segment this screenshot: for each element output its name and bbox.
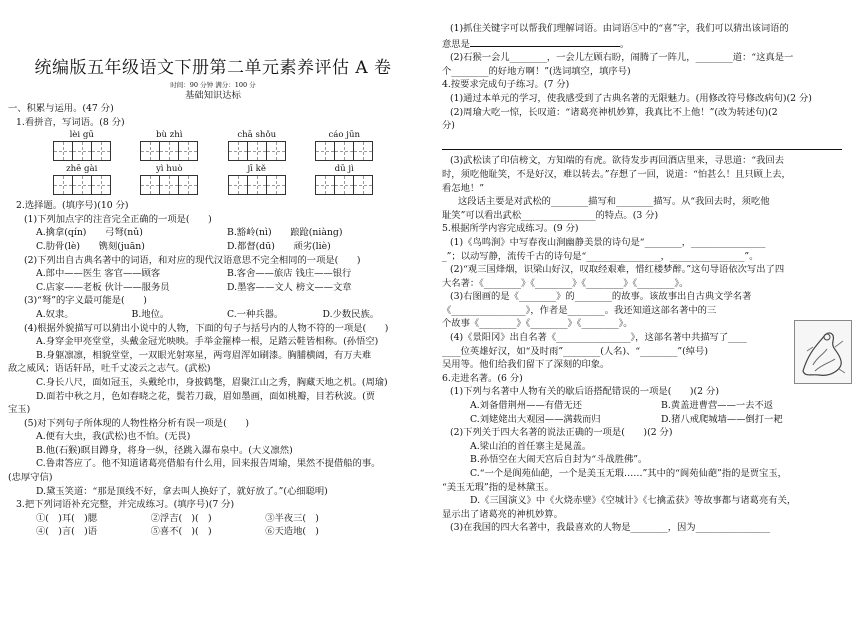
option-d: D.黛玉笑道：“那是顶线不好，拿去叫人换好了，就好放了。”(心细聪明) — [36, 485, 328, 497]
option-a: A.便有大虫，我(武松)也不怕。(无畏) — [36, 431, 191, 443]
option-c: C.“一个是阆苑仙葩，一个是美玉无瑕……”其中的“阆苑仙葩”指的是贾宝玉， — [470, 468, 787, 479]
pinyin-block — [53, 163, 111, 195]
option-b: B.他(石猴)瞑目蹲身，将身一纵，径跳入瀑布泉中。(大义凛然) — [36, 444, 293, 456]
section-subtitle: 基础知识达标 — [185, 90, 241, 101]
pinyin-label: lèi gū — [69, 130, 94, 141]
option-c-cont: “美玉无瑕”指的是林黛玉。 — [442, 481, 554, 493]
pinyin-block — [140, 163, 198, 195]
left-column — [8, 0, 418, 608]
question-5-4-cont: ____位英雄好汉，如“及时雨”________(人名)、“________”(绰号) — [442, 345, 708, 357]
idiom-item: ③半夜三( ) — [265, 512, 319, 524]
question-4: 4.按要求完成句子练习。(7 分) — [442, 79, 570, 91]
question-2-2: (2)下列出自古典名著中的词语，和对应的现代汉语意思不完全相同的一项是( ) — [24, 254, 361, 266]
question-5-1: (1)《鸟鸣涧》中写春夜山涧幽静美景的诗句是“________，________________ — [450, 236, 766, 248]
option-a: A.奴隶。 — [36, 308, 74, 320]
option-d: D.都督(dū) 顽劣(liè) — [227, 240, 331, 252]
q3-sub-2-cont: 个________的好地方啊！”(选词填空，填序号) — [442, 65, 631, 77]
writing-grid[interactable] — [140, 175, 198, 195]
pinyin-block — [228, 163, 286, 195]
question-4-1: (1)通过本单元的学习，使我感受到了古典名著的无限魅力。(用修改符号修改病句)(2 分) — [450, 92, 812, 104]
question-6-2: (2)下列关于四大名著的说法正确的一项是( )(2 分) — [450, 427, 673, 439]
question-5-1-cont: _”；以动写静，流传千古的诗句是“________________，________________”。 — [442, 250, 759, 262]
option-b: B.客舍——旅店 钱庄——银行 — [227, 268, 352, 280]
option-b: B.豁岭(nì) 踉跄(niàng) — [227, 227, 343, 239]
idiom-item: ②浮吉( )( ) — [150, 512, 212, 524]
q3-sub-1-label: 意思是 — [442, 38, 470, 50]
q3-sub-2: (2)石猴一会儿________，一会儿左顾右盼，闹腾了一阵儿，________道：“这真是一 — [450, 52, 794, 64]
writing-grid[interactable] — [228, 141, 286, 161]
writing-grid[interactable] — [53, 141, 111, 161]
pinyin-block — [315, 163, 373, 195]
option-c: C.店家——老板 伙计——服务员 — [36, 281, 170, 293]
question-4-3-task: 这段话主要是对武松的________描写和________描写。从“我回去时，须吃他 — [458, 196, 770, 208]
option-a: A.身穿金甲亮堂堂，头戴金冠光映映。手举金箍棒一根，足踏云鞋皆相称。(孙悟空) — [36, 336, 379, 348]
idiom-item: ⑥天造地( ) — [265, 526, 319, 538]
question-2-5: (5)对下列句子所体现的人物性格分析有误一项是( ) — [24, 417, 249, 429]
pinyin-label: zhē gài — [66, 164, 98, 175]
option-b-cont: 敌之威风；语话轩昂，吐千丈凌云之志气。(武松) — [8, 363, 211, 375]
question-4-3: (3)武松读了印信榜文，方知端的有虎。欲待发步再回酒店里来，寻思道：“我回去 — [450, 155, 785, 167]
writing-grid[interactable] — [53, 175, 111, 195]
question-2: 2.选择题。(填序号)(10 分) — [16, 200, 129, 212]
option-c: C.身长八尺，面如冠玉，头戴纶巾，身披鹤氅，眉聚江山之秀，胸藏天地之机。(周瑜) — [36, 376, 388, 388]
pinyin-row-1 — [38, 129, 388, 161]
pinyin-block — [53, 129, 111, 161]
pinyin-label: bù zhì — [155, 130, 183, 141]
options — [8, 267, 418, 294]
exam-meta: 时间：90 分钟 满分：100 分 — [170, 81, 256, 89]
option-d: D.墨客——文人 榜文——文章 — [227, 281, 352, 293]
right-column — [442, 0, 852, 630]
idiom-row-1 — [8, 512, 418, 526]
question-2-3: (3)“弩”的字义最可能是( ) — [24, 295, 147, 307]
pinyin-block — [228, 129, 286, 161]
options — [8, 226, 418, 253]
question-4-3-task-cont: 耻笑”可以看出武松________________的特点。(3 分) — [442, 209, 659, 221]
writing-grid[interactable] — [315, 175, 373, 195]
question-1: 1.看拼音，写词语。(8 分) — [16, 116, 125, 128]
q3-sub-1: (1)抓住关键字可以帮我们理解词语。由词语⑤中的“喜”字，我们可以猜出该词语的 — [450, 23, 789, 34]
option-c: C.肋骨(lè) 镌刻(juān) — [36, 240, 145, 252]
pinyin-block — [315, 129, 373, 161]
option-b: B.黄盖进曹营——一去不返 — [661, 400, 774, 412]
options — [8, 308, 418, 322]
option-d-cont: 宝玉) — [8, 404, 31, 416]
pinyin-label: cáo jūn — [328, 130, 361, 141]
question-5: 5.根据所学内容完成练习。(9 分) — [442, 223, 579, 235]
idiom-item: ⑤喜不( )( ) — [150, 526, 212, 538]
option-c: C.一种兵器。 — [227, 308, 284, 320]
question-2-1: (1)下列加点字的注音完全正确的一项是( ) — [24, 213, 212, 225]
pinyin-row-2 — [38, 163, 388, 195]
option-b: B.地位。 — [131, 308, 170, 320]
pinyin-label: yì huò — [155, 164, 183, 175]
option-d: D.面若中秋之月，色如春晓之花，鬓若刀裁，眉如墨画，面如桃瓣，目若秋波。(贾 — [36, 390, 376, 402]
option-c: C.鲁肃答应了。他不知道诸葛亮借船有什么用，回来报告周瑜，果然不提借船的事。 — [36, 458, 381, 470]
option-a: A.郎中——医生 客官——顾客 — [36, 268, 161, 280]
option-c-cont: (忠厚守信) — [8, 472, 53, 484]
option-d: D.猪八戒爬城墙——倒打一耙 — [661, 413, 783, 425]
question-6: 6.走进名著。(6 分) — [442, 372, 523, 384]
option-c: C.刘姥姥出大观园——满载而归 — [470, 413, 601, 425]
option-b: B.孙悟空在大闹天宫后自封为“斗战胜佛”。 — [470, 454, 648, 466]
option-b: B.身躯凛凛，相貌堂堂，一双眼光射寒星，两弯眉浑如刷漆。胸脯横阔，有万夫难 — [36, 349, 372, 361]
question-4-3-cont2: 看怎地！” — [442, 182, 484, 194]
answer-line[interactable] — [442, 139, 852, 155]
page-title: 统编版五年级语文下册第二单元素养评估 A 卷 — [34, 58, 392, 78]
question-6-1: (1)下列与名著中人物有关的歇后语搭配错误的一项是( )(2 分) — [450, 386, 719, 398]
question-5-4-cont2: 吴用等。他们给我们留下了深刻的印象。 — [442, 359, 610, 371]
writing-grid[interactable] — [140, 141, 198, 161]
question-5-2: (2)“观三国烽烟，识梁山好汉，叹取经艰难，惜红楼梦醉。”这句导语依次写出了四 — [450, 264, 785, 276]
option-a: A.刘备借荆州——有借无还 — [470, 400, 582, 412]
option-d: D.《三国演义》中《火烧赤壁》《空城计》《七擒孟获》等故事都与诸葛亮有关， — [470, 495, 797, 507]
question-5-3: (3)右图画的是《________》的________的故事。该故事出自古典文学名著 — [450, 291, 752, 303]
writing-grid[interactable] — [228, 175, 286, 195]
option-a: A.梁山泊的首任寨主是晁盖。 — [470, 440, 592, 452]
question-4-2: (2)周瑜大吃一惊，长叹道：“诸葛亮神机妙算，我真比不上他！”(改为转述句)(2 — [450, 106, 778, 118]
writing-grid[interactable] — [315, 141, 373, 161]
question-5-2-cont: 大名著：《________》《________》《________》《________》。 — [442, 277, 689, 289]
idiom-item: ①( )耳( )腮 — [36, 512, 97, 524]
answer-blank[interactable] — [470, 36, 620, 47]
q3-sub-1-cont: 意思是 。 — [442, 36, 852, 52]
section-1-heading: 一、积累与运用。(47 分) — [8, 103, 114, 114]
question-5-4: (4)《景阳冈》出自名著《________________》，这部名著中共描写了____ — [450, 332, 747, 344]
pinyin-label: chā shǒu — [237, 130, 277, 141]
pinyin-label: dū jì — [334, 164, 354, 175]
question-4-3-cont: 时，须吃他耻笑，不是好汉，难以转去。”存想了一回，说道：“怕甚么！且只顾上去， — [442, 168, 791, 180]
question-2-4: (4)根据外貌描写可以猜出小说中的人物，下面的句子与括号内的人物不符的一项是( ) — [24, 322, 389, 334]
idiom-row-2 — [8, 525, 418, 539]
pinyin-label: jī kě — [247, 164, 266, 175]
question-5-3-cont2: 个故事《________》《________》《________》。 — [442, 318, 633, 330]
option-a: A.擒拿(qín) 弓弩(nǔ) — [36, 227, 143, 239]
option-d: D.少数民族。 — [322, 308, 380, 320]
question-5-3-cont: 《________________》，作者是________。我还知道这部名著中的三 — [442, 304, 717, 316]
option-d-cont: 显示出了诸葛亮的神机妙算。 — [442, 508, 563, 520]
story-illustration — [794, 320, 852, 384]
question-3: 3.把下列词语补充完整，并完成练习。(填序号)(7 分) — [16, 499, 235, 511]
pinyin-block — [140, 129, 198, 161]
idiom-item: ④( )言( )语 — [36, 526, 97, 538]
question-4-2-cont: 分) — [442, 120, 455, 132]
question-6-3: (3)在我国的四大名著中，我最喜欢的人物是________，因为________________ — [450, 522, 770, 534]
options — [442, 399, 852, 426]
